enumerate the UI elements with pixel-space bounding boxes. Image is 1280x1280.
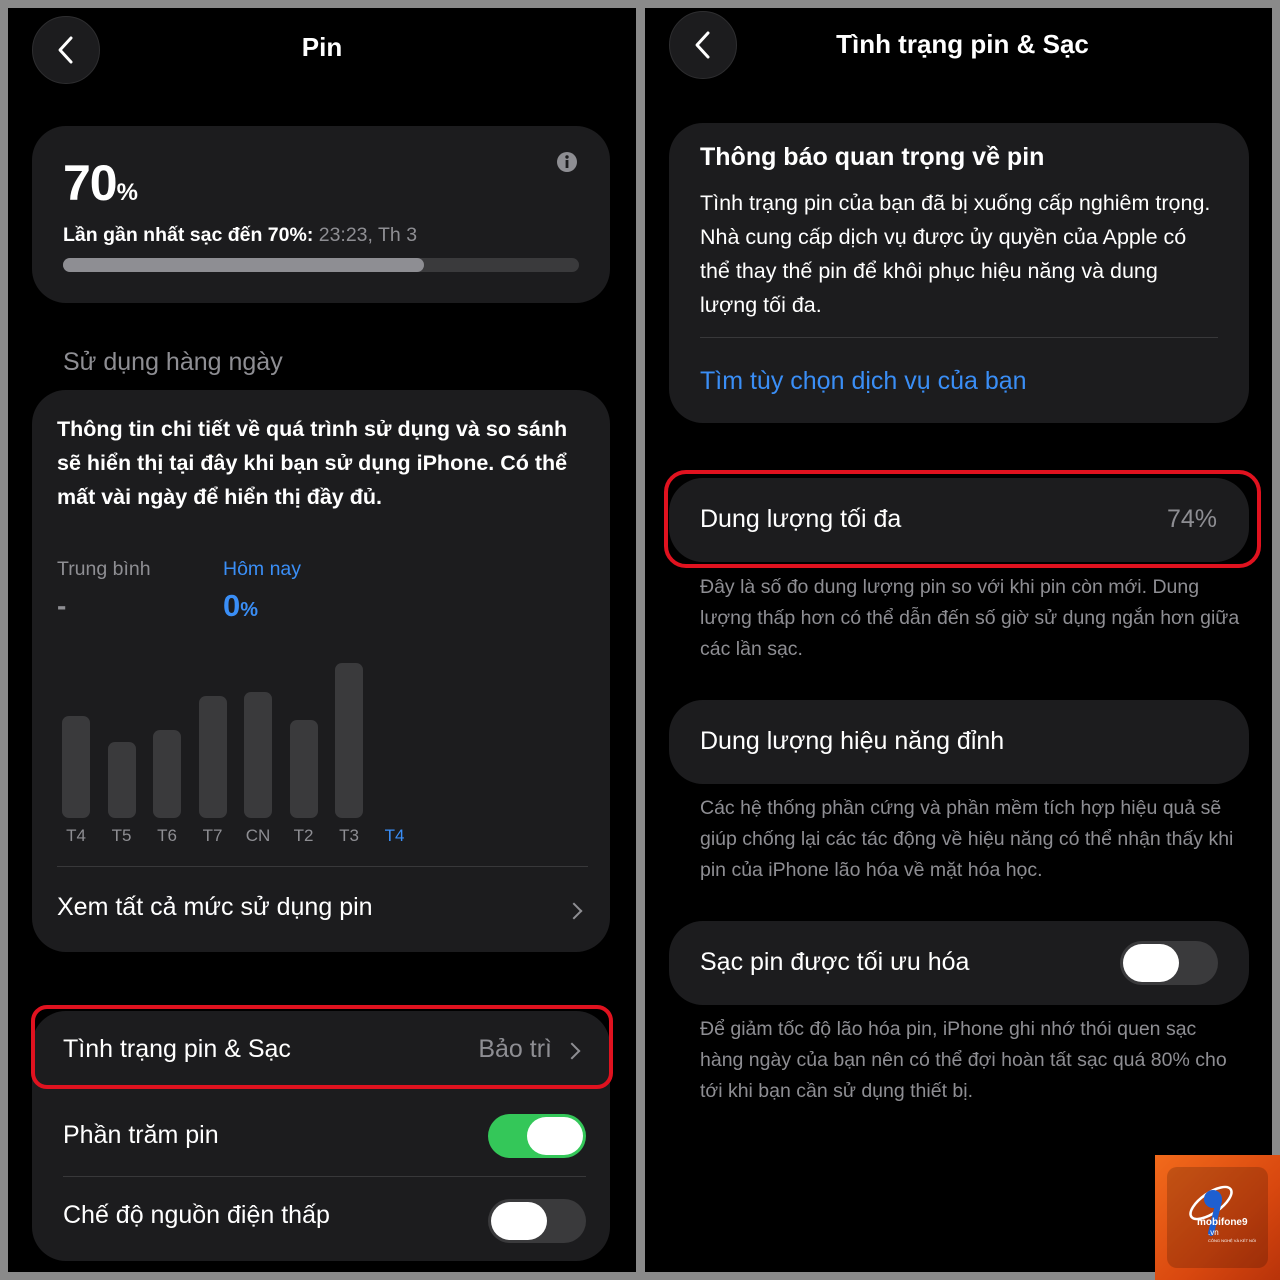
today-value-unit: % [240,599,259,621]
toggle-knob [527,1117,583,1155]
notice-body: Tình trạng pin của bạn đã bị xuống cấp nghiêm trọng. Nhà cung cấp dịch vụ được ủy quyền của Apple có thể thay thế pin để khôi phục hiệu năng và dung lượng tối đa. [700,191,1211,317]
usage-bar [244,692,272,818]
today-label: Hôm nay [223,558,302,580]
battery-notice-card [669,123,1249,423]
battery-level-track [63,258,579,272]
day-label: T5 [111,826,132,845]
daily-usage-header: Sử dụng hàng ngày [63,348,283,376]
toggle-knob [1123,944,1179,982]
usage-bar [199,696,227,818]
chevron-right-icon [564,1043,581,1060]
last-charge-time: 23:23, Th 3 [318,224,418,246]
page-title: Pin [301,32,343,62]
see-all-usage-row[interactable] [32,867,610,952]
last-charge [63,224,417,247]
average-value: - [57,590,67,621]
max-capacity-value: 74% [1166,505,1217,533]
battery-health-status: Bảo trì [478,1035,552,1063]
peak-performance-row [669,700,1249,784]
max-capacity-row [669,478,1249,562]
peak-performance-description: Các hệ thống phần cứng và phần mềm tích hợp hiệu quả sẽ giúp chống lại các tác động về hiệu năng có thể nhận thấy khi pin của iPhone lão hóa về mặt hóa học. [700,797,1234,881]
low-power-label: Chế độ nguồn điện thấp [63,1201,330,1229]
watermark-domain: .vn [1208,1228,1219,1237]
battery-percentage-row [32,1097,610,1177]
battery-screen [8,8,636,1272]
optimized-charging-row [669,921,1249,1005]
usage-bar [335,663,363,818]
day-label: CN [245,826,271,845]
battery-settings-card [32,1011,610,1261]
usage-info-text: Thông tin chi tiết về quá trình sử dụng và so sánh sẽ hiển thị tại đây khi bạn sử dụng iPhone. Có thể mất vài ngày để hiển thị đầy đủ. [57,417,568,509]
peak-performance-label: Dung lượng hiệu năng đỉnh [700,727,1005,755]
optimized-charging-description: Để giảm tốc độ lão hóa pin, iPhone ghi nhớ thói quen sạc hàng ngày của bạn nên có thể đợi hoàn tất sạc quá 80% cho tới khi bạn cần sử dụng thiết bị. [700,1018,1227,1102]
average-label: Trung bình [57,558,151,580]
notice-title: Thông báo quan trọng về pin [700,143,1045,171]
toggle-knob [491,1202,547,1240]
usage-day-labels [62,826,422,850]
optimized-charging-label: Sạc pin được tối ưu hóa [700,948,970,976]
battery-level-fill [63,258,424,272]
page-title: Tình trạng pin & Sạc [836,29,1089,59]
usage-bar [290,720,318,818]
battery-percentage-label: Phần trăm pin [63,1121,219,1149]
usage-bar-chart [62,656,422,818]
day-label: T7 [202,826,223,845]
day-label: T4 [384,826,405,845]
today-value-number: 0 [223,588,241,623]
day-label: T4 [66,826,86,845]
see-all-usage-label: Xem tất cả mức sử dụng pin [57,893,373,921]
last-charge-label: Lần gần nhất sạc đến 70%: [63,224,314,246]
usage-bar [153,730,181,818]
chevron-right-icon [566,903,583,920]
battery-health-label: Tình trạng pin & Sạc [63,1035,291,1063]
max-capacity-label: Dung lượng tối đa [700,505,902,533]
watermark-logo [1155,1155,1280,1280]
battery-health-row[interactable] [32,1011,610,1093]
battery-percent-number: 70 [63,155,117,211]
day-label: T3 [339,826,359,845]
daily-usage-card [32,390,610,952]
day-label: T2 [293,826,314,845]
day-label: T6 [157,826,177,845]
battery-level-card [32,126,610,303]
watermark-brand: mobifone9 [1197,1217,1248,1228]
battery-percentage-toggle[interactable] [488,1114,586,1158]
low-power-row [32,1177,610,1261]
optimized-charging-toggle[interactable] [1120,941,1218,985]
max-capacity-description: Đây là số đo dung lượng pin so với khi pin còn mới. Dung lượng thấp hơn có thể dẫn đến số giờ sử dụng ngắn hơn giữa các lần sạc. [700,576,1240,660]
today-value [223,588,258,624]
watermark-tagline: CÔNG NGHỆ VÀ KẾT NỐI [1208,1238,1257,1243]
usage-bar [62,716,90,818]
divider [700,337,1218,338]
battery-percent-sign: % [116,179,137,206]
battery-health-screen [645,8,1272,1272]
usage-bar [108,742,136,818]
info-icon[interactable] [556,151,578,173]
find-service-link[interactable]: Tìm tùy chọn dịch vụ của bạn [700,367,1027,395]
battery-percent [63,154,137,212]
low-power-toggle[interactable] [488,1199,586,1243]
